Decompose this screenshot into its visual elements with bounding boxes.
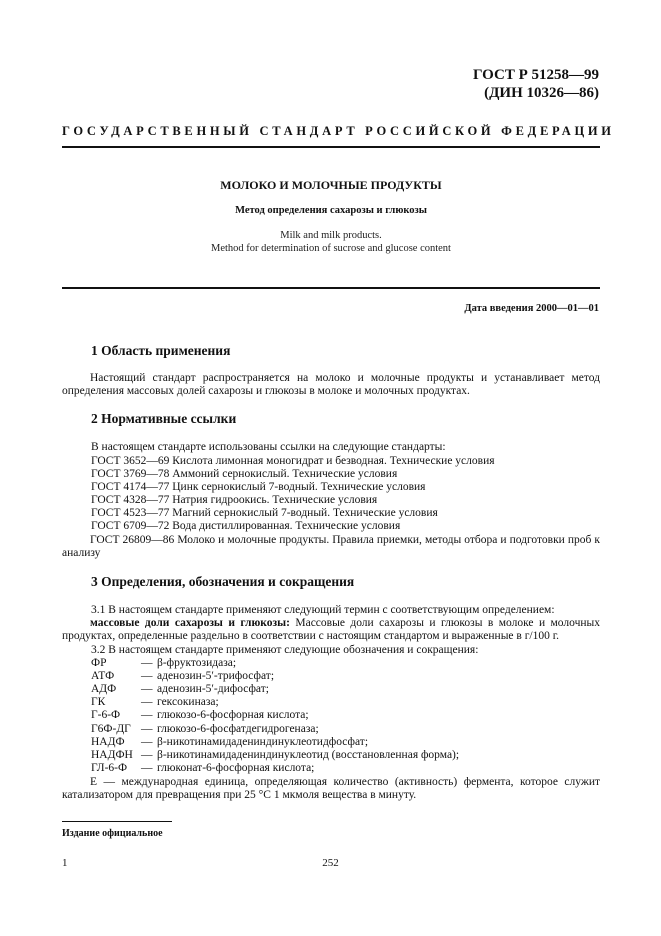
introduction-date: Дата введения 2000—01—01 xyxy=(464,303,599,314)
abbreviation-definition: гексокиназа; xyxy=(157,696,219,709)
section-2-heading: 2 Нормативные ссылки xyxy=(91,411,237,426)
official-edition-label: Издание официальное xyxy=(62,828,163,839)
abbreviation: ФР xyxy=(91,657,107,669)
abbreviation-dash: — xyxy=(141,670,153,683)
abbreviation-row xyxy=(91,762,314,775)
abbreviation-row xyxy=(91,657,236,670)
abbreviation-dash: — xyxy=(141,722,153,735)
term-definition xyxy=(62,617,600,643)
abbreviation-definition: глюконат-6-фосфорная кислота; xyxy=(157,761,315,774)
term: массовые доли сахарозы и глюкозы: xyxy=(90,617,290,629)
english-title-line-2: Method for determination of sucrose and glucose content xyxy=(211,243,451,254)
abbreviation-dash: — xyxy=(141,735,153,748)
english-title xyxy=(62,229,600,255)
abbreviation: Г6Ф-ДГ xyxy=(91,722,131,735)
reference-item-last-text: ГОСТ 26809—86 Молоко и молочные продукты. Правила приемки, методы отбора и подготовки проб к анализу xyxy=(62,534,600,559)
clause-3-2: 3.2 В настоящем стандарте применяют следующие обозначения и сокращения: xyxy=(91,644,479,656)
abbreviation-dash: — xyxy=(141,683,153,696)
abbreviation-dash: — xyxy=(141,657,153,669)
abbreviation: ГЛ-6-Ф xyxy=(91,761,128,774)
abbreviation-definition: β-фруктозидаза; xyxy=(157,657,237,669)
abbreviation-row xyxy=(91,749,459,762)
document-subtitle: Метод определения сахарозы и глюкозы xyxy=(235,205,427,216)
abbreviation-dash: — xyxy=(141,709,153,722)
state-standard-title: ГОСУДАРСТВЕННЫЙ СТАНДАРТ РОССИЙСКОЙ ФЕДЕРАЦИИ xyxy=(62,124,615,138)
reference-item: ГОСТ 4523—77 Магний сернокислый 7-водный. Технические условия xyxy=(91,507,438,519)
reference-item-last xyxy=(62,534,600,560)
section-1-heading: 1 Область применения xyxy=(91,343,231,358)
document-title: МОЛОКО И МОЛОЧНЫЕ ПРОДУКТЫ xyxy=(220,178,442,192)
english-title-line-1: Milk and milk products. xyxy=(280,230,382,241)
top-divider xyxy=(62,146,600,148)
abbreviation-dash: — xyxy=(141,696,153,709)
abbreviation-definition: аденозин-5′-дифосфат; xyxy=(157,683,269,696)
abbreviation-row xyxy=(91,723,319,736)
standard-number-block xyxy=(473,66,599,102)
gost-number: ГОСТ Р 51258—99 xyxy=(472,67,599,83)
reference-item: ГОСТ 4174—77 Цинк сернокислый 7-водный. Технические условия xyxy=(91,481,426,493)
abbreviation: АДФ xyxy=(91,683,117,696)
page-number: 252 xyxy=(322,857,339,869)
reference-item: ГОСТ 3652—69 Кислота лимонная моногидрат и безводная. Технические условия xyxy=(91,455,495,467)
section-1-text xyxy=(62,372,600,398)
reference-item: ГОСТ 3769—78 Аммоний сернокислый. Технические условия xyxy=(91,468,398,480)
footer-divider xyxy=(62,821,172,822)
title-divider xyxy=(62,287,600,289)
references-lead: В настоящем стандарте использованы ссылки на следующие стандарты: xyxy=(91,441,446,453)
abbreviation: НАДФ xyxy=(91,735,125,748)
section-1-text-body: Настоящий стандарт распространяется на молоко и молочные продукты и устанавливает метод определения массовых долей сахарозы и глюкозы в молоке и молочных продуктах. xyxy=(62,372,600,397)
abbreviation-row xyxy=(91,709,309,722)
abbreviation: НАДФН xyxy=(91,748,133,761)
unit-definition-text: Е — международная единица, определяющая количество (активность) фермента, которое служит катализатором для превращения при 25 °С 1 мкмоля вещества в минуту. xyxy=(62,776,600,801)
din-number: (ДИН 10326—86) xyxy=(484,85,599,101)
abbreviation-row xyxy=(91,696,219,709)
abbreviation: АТФ xyxy=(91,670,115,683)
abbreviation-dash: — xyxy=(141,761,153,774)
abbreviation-definition: β-никотинамидадениндинуклеотид (восстановленная форма); xyxy=(157,748,460,761)
section-3-heading: 3 Определения, обозначения и сокращения xyxy=(91,574,355,589)
unit-definition xyxy=(62,776,600,802)
abbreviation: ГК xyxy=(91,696,106,709)
term-definition-text: Массовые доли сахарозы и глюкозы в молоке и молочных продуктах, определенные раздельно в соответствии с настоящим стандартом и выраженные в г/100 г. xyxy=(62,617,601,642)
abbreviation-definition: аденозин-5′-трифосфат; xyxy=(157,670,275,683)
left-mark: 1 xyxy=(62,857,68,869)
reference-item: ГОСТ 6709—72 Вода дистиллированная. Технические условия xyxy=(91,520,401,532)
abbreviation-row xyxy=(91,736,368,749)
abbreviation-definition: β-никотинамидадениндинуклеотидфосфат; xyxy=(157,735,369,748)
abbreviation-definition: глюкозо-6-фосфорная кислота; xyxy=(157,709,309,722)
abbreviation: Г-6-Ф xyxy=(91,709,121,722)
abbreviation-row xyxy=(91,683,269,696)
abbreviation-dash: — xyxy=(141,748,153,761)
clause-3-1: 3.1 В настоящем стандарте применяют следующий термин с соответствующим определением: xyxy=(91,604,555,616)
abbreviation-definition: глюкозо-6-фосфатдегидрогеназа; xyxy=(157,722,319,735)
reference-item: ГОСТ 4328—77 Натрия гидроокись. Технические условия xyxy=(91,494,378,506)
abbreviation-row xyxy=(91,670,274,683)
